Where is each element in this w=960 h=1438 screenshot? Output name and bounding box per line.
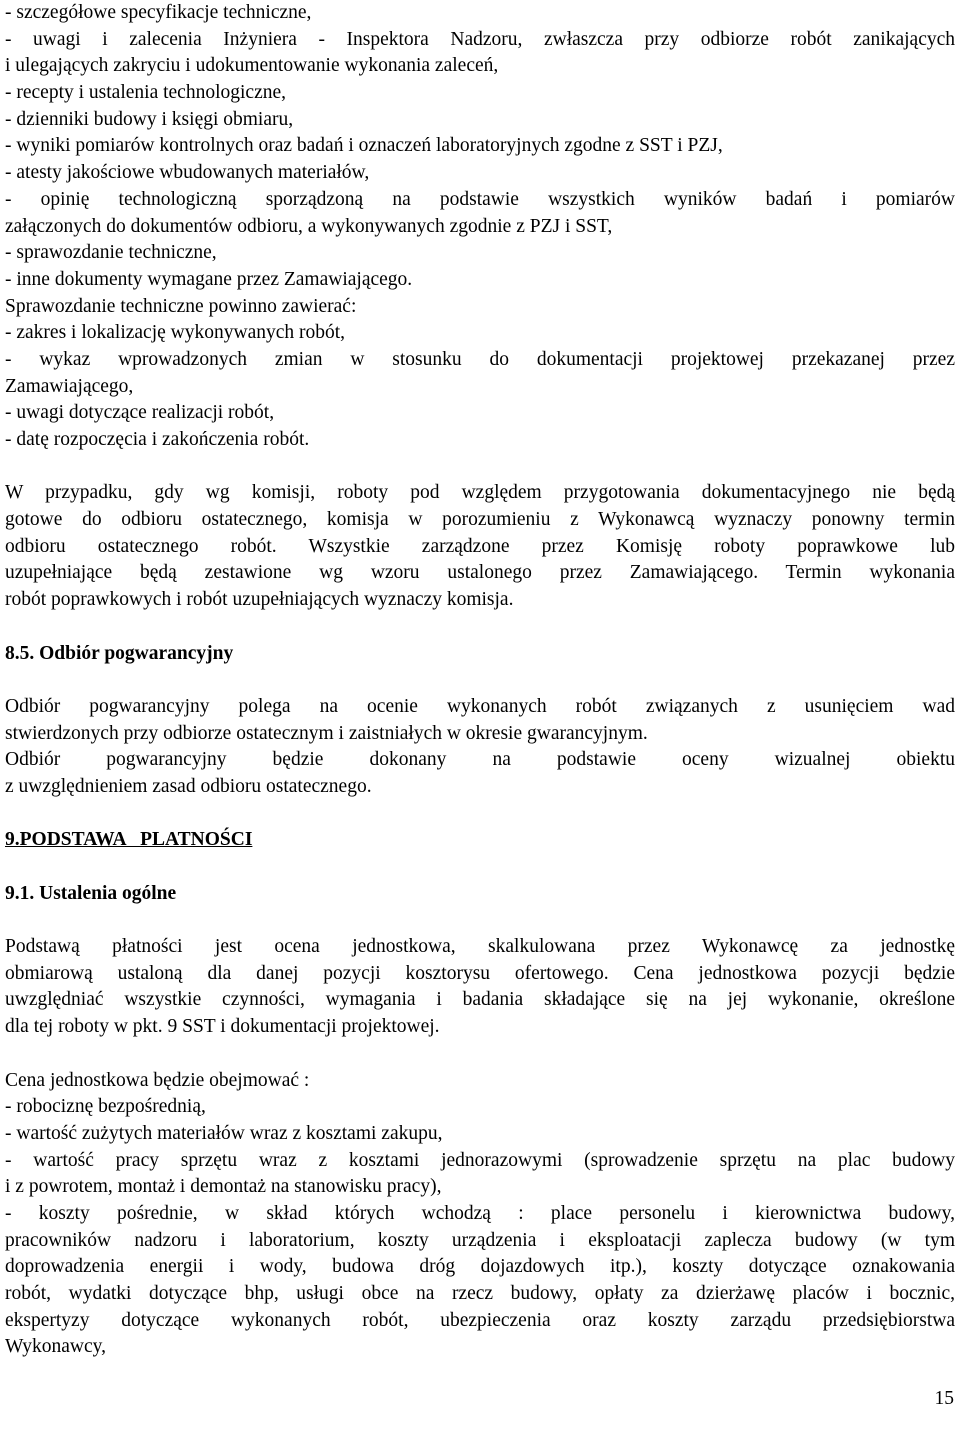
text-line: - inne dokumenty wymagane przez Zamawiającego.	[5, 268, 413, 290]
paragraph-post-warranty	[5, 694, 955, 801]
spacer	[5, 667, 955, 694]
text-line: Wykonawcy,	[5, 1336, 106, 1358]
text-line: - sprawozdanie techniczne,	[5, 242, 217, 264]
text-line: gotowe do odbioru ostatecznego, komisja w porozumieniu z Wykonawcą wyznaczy ponowny termin	[5, 509, 955, 531]
text-line: Sprawozdanie techniczne powinno zawierać:	[5, 295, 357, 317]
text-line: - robociznę bezpośrednią,	[5, 1096, 206, 1118]
text-line: - dzienniki budowy i księgi obmiaru,	[5, 108, 294, 130]
spacer	[5, 854, 955, 881]
text-line: obmiarową ustaloną dla danej pozycji kosztorysu ofertowego. Cena jednostkowa pozycji będzie	[5, 962, 955, 984]
spacer	[5, 1041, 955, 1068]
text-line: robót, wydatki dotyczące bhp, usługi obce na rzecz budowy, opłaty za dzierżawę placów i bocznic,	[5, 1283, 955, 1304]
text-line: - datę rozpoczęcia i zakończenia robót.	[5, 429, 310, 450]
paragraph-payment-basis	[5, 934, 955, 1041]
text-line: - szczegółowe specyfikacje techniczne,	[5, 2, 312, 23]
text-line: ekspertyzy dotyczące wykonanych robót, ubezpieczenia oraz koszty zarządu przedsiębiorstwa	[5, 1309, 955, 1331]
text-line: - zakres i lokalizację wykonywanych robót,	[5, 322, 346, 344]
text-line: załączonych do dokumentów odbioru, a wykonywanych zgodnie z PZJ i SST,	[5, 215, 613, 237]
spacer	[5, 614, 955, 641]
text-line: W przypadku, gdy wg komisji, roboty pod względem przygotowania dokumentacyjnego nie będą	[5, 482, 955, 504]
text-line: - uwagi dotyczące realizacji robót,	[5, 402, 275, 424]
spacer	[5, 801, 955, 828]
heading-8-5: 8.5. Odbiór pogwarancyjny	[5, 642, 234, 664]
spacer	[5, 907, 955, 934]
text-line: stwierdzonych przy odbiorze ostatecznym i zaistniałych w okresie gwarancyjnym.	[5, 722, 648, 744]
text-line: - atesty jakościowe wbudowanych materiałów,	[5, 162, 370, 184]
text-line: - wykaz wprowadzonych zmian w stosunku do dokumentacji projektowej przekazanej przez	[5, 348, 955, 370]
text-line: odbioru ostatecznego robót. Wszystkie zarządzone przez Komisję roboty poprawkowe lub	[5, 535, 955, 557]
text-line: Zamawiającego,	[5, 375, 134, 397]
text-line: Cena jednostkowa będzie obejmować :	[5, 1069, 310, 1091]
page-number: 15	[934, 1388, 954, 1409]
text-line: Podstawą płatności jest ocena jednostkowa, skalkulowana przez Wykonawcę za jednostkę	[5, 936, 955, 958]
text-line: - wartość zużytych materiałów wraz z kosztami zakupu,	[5, 1122, 443, 1144]
text-line: i z powrotem, montaż i demontaż na stanowisku pracy),	[5, 1176, 442, 1198]
text-line: - recepty i ustalenia technologiczne,	[5, 82, 286, 104]
heading-9-1: 9.1. Ustalenia ogólne	[5, 882, 177, 904]
text-line: doprowadzenia energii i wody, budowa dróg dojazdowych itp.), koszty dotyczące oznakowania	[5, 1256, 955, 1278]
list-unit-price	[5, 1068, 955, 1362]
text-line: robót poprawkowych i robót uzupełniających wyznaczy komisja.	[5, 589, 514, 611]
text-line: - wartość pracy sprzętu wraz z kosztami jednorazowymi (sprowadzenie sprzętu na plac budowy	[5, 1149, 955, 1171]
list-acceptance-documents	[5, 0, 955, 454]
text-line: i ulegających zakryciu i udokumentowanie wykonania zaleceń,	[5, 55, 499, 77]
text-line: pracowników nadzoru i laboratorium, koszty urządzenia i eksploatacji zaplecza budowy (w tym	[5, 1229, 955, 1251]
text-line: - opinię technologiczną sporządzoną na podstawie wszystkich wyników badań i pomiarów	[5, 188, 955, 210]
text-line: - koszty pośrednie, w skład których wchodzą : place personelu i kierownictwa budowy,	[5, 1202, 955, 1224]
text-line: Odbiór pogwarancyjny będzie dokonany na podstawie oceny wizualnej obiektu	[5, 749, 955, 771]
spacer	[5, 454, 955, 481]
heading-9-text: 9.PODSTAWA PLATNOŚCI	[5, 829, 253, 851]
text-line: uzupełniające będą zestawione wg wzoru ustalonego przez Zamawiającego. Termin wykonania	[5, 562, 955, 584]
paragraph-committee	[5, 480, 955, 613]
text-line: Odbiór pogwarancyjny polega na ocenie wykonanych robót związanych z usunięciem wad	[5, 695, 955, 717]
text-line: z uwzględnieniem zasad odbioru ostatecznego.	[5, 775, 372, 797]
text-line: - uwagi i zalecenia Inżyniera - Inspektora Nadzoru, zwłaszcza przy odbiorze robót zanikających	[5, 28, 955, 50]
text-line: - wyniki pomiarów kontrolnych oraz badań i oznaczeń laboratoryjnych zgodne z SST i PZJ,	[5, 135, 723, 157]
text-line: dla tej roboty w pkt. 9 SST i dokumentacji projektowej.	[5, 1016, 440, 1038]
heading-9	[5, 827, 955, 854]
text-line: uwzględniać wszystkie czynności, wymagania i badania składające się na jej wykonanie, określone	[5, 989, 955, 1011]
